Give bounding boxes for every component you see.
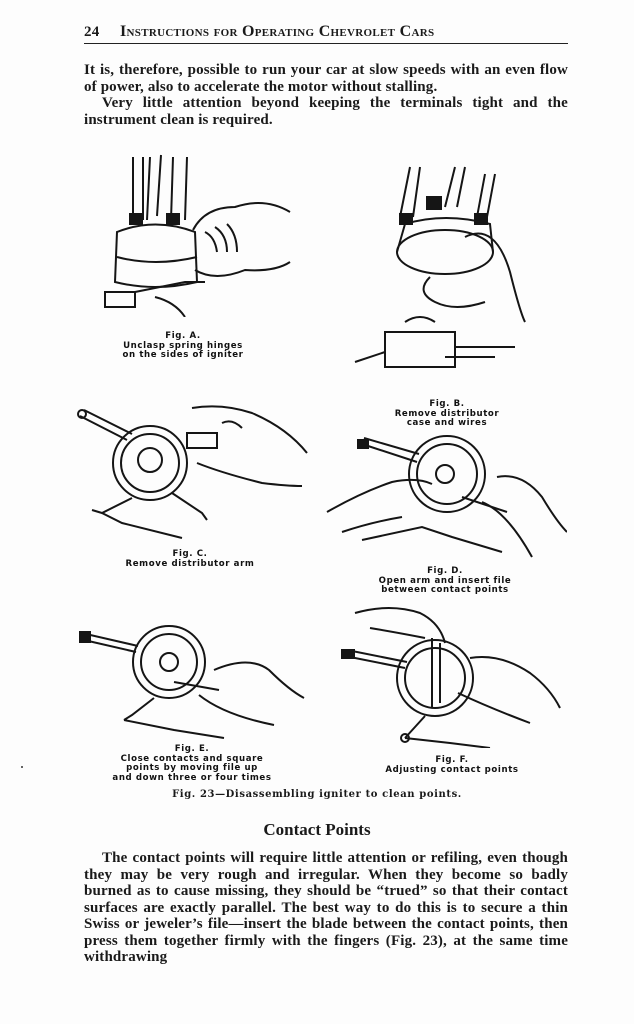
caption-line: between contact points (381, 585, 509, 596)
adjust-contact-points-illustration (340, 598, 570, 748)
fig-d-label: Fig. D. (427, 566, 463, 576)
scan-speck (21, 766, 23, 768)
caption-line: and down three or four times (112, 772, 272, 783)
caption-line: on the sides of igniter (122, 350, 244, 361)
fig-c-caption (100, 550, 280, 569)
fig-b-caption (372, 400, 522, 429)
fig-a-caption (108, 332, 258, 361)
distributor-case-removal-illustration (345, 162, 535, 387)
caption-line: case and wires (406, 418, 488, 429)
fig-f-label: Fig. F. (435, 755, 469, 765)
intro-paragraph-1: It is, therefore, possible to run your car at slow speeds with an even flow of power, also to accelerate the motor without stalling. (84, 62, 568, 95)
caption-line: Unclasp spring hinges (123, 340, 243, 351)
caption-line: Adjusting contact points (385, 764, 519, 775)
running-head (84, 18, 568, 44)
caption-line: Open arm and insert file (378, 575, 512, 586)
caption-line: Close contacts and square (120, 753, 264, 764)
square-points-illustration (74, 620, 309, 740)
caption-line: Remove distributor arm (125, 558, 255, 569)
fig-e-label: Fig. E. (174, 744, 210, 754)
igniter-spring-hinges-illustration (95, 152, 295, 317)
fig-e-caption (92, 745, 292, 783)
insert-file-illustration (322, 432, 567, 562)
caption-line: points by moving file up (126, 763, 258, 774)
section-heading: Contact Points (263, 820, 371, 839)
page-number: 24 (84, 24, 100, 40)
fig-f-caption (372, 756, 532, 775)
fig-c-label: Fig. C. (172, 549, 208, 559)
intro-paragraph-2: Very little attention beyond keeping the terminals tight and the instrument clean is required. (84, 95, 568, 128)
section-paragraph: The contact points will require little attention or refiling, even though they may be very rough and irregular. When they become so badly burned as to cause missing, they should be “trued” so that their contact surfaces are exactly parallel. The best way to do this is to secure a thin Swiss or jeweler’s file—insert the blade between the contact points, then press them together firmly with the fingers (Fig. 23), at the same time withdrawing (84, 850, 568, 965)
fig-d-caption (360, 567, 530, 596)
running-head-title: Instructions for Operating Chevrolet Cars (120, 23, 435, 40)
distributor-arm-removal-illustration (72, 398, 317, 543)
caption-line: Remove distributor (394, 408, 500, 419)
fig-a-label: Fig. A. (165, 331, 201, 341)
fig-b-label: Fig. B. (429, 399, 465, 409)
plate-caption: Fig. 23—Disassembling igniter to clean points. (172, 789, 462, 800)
